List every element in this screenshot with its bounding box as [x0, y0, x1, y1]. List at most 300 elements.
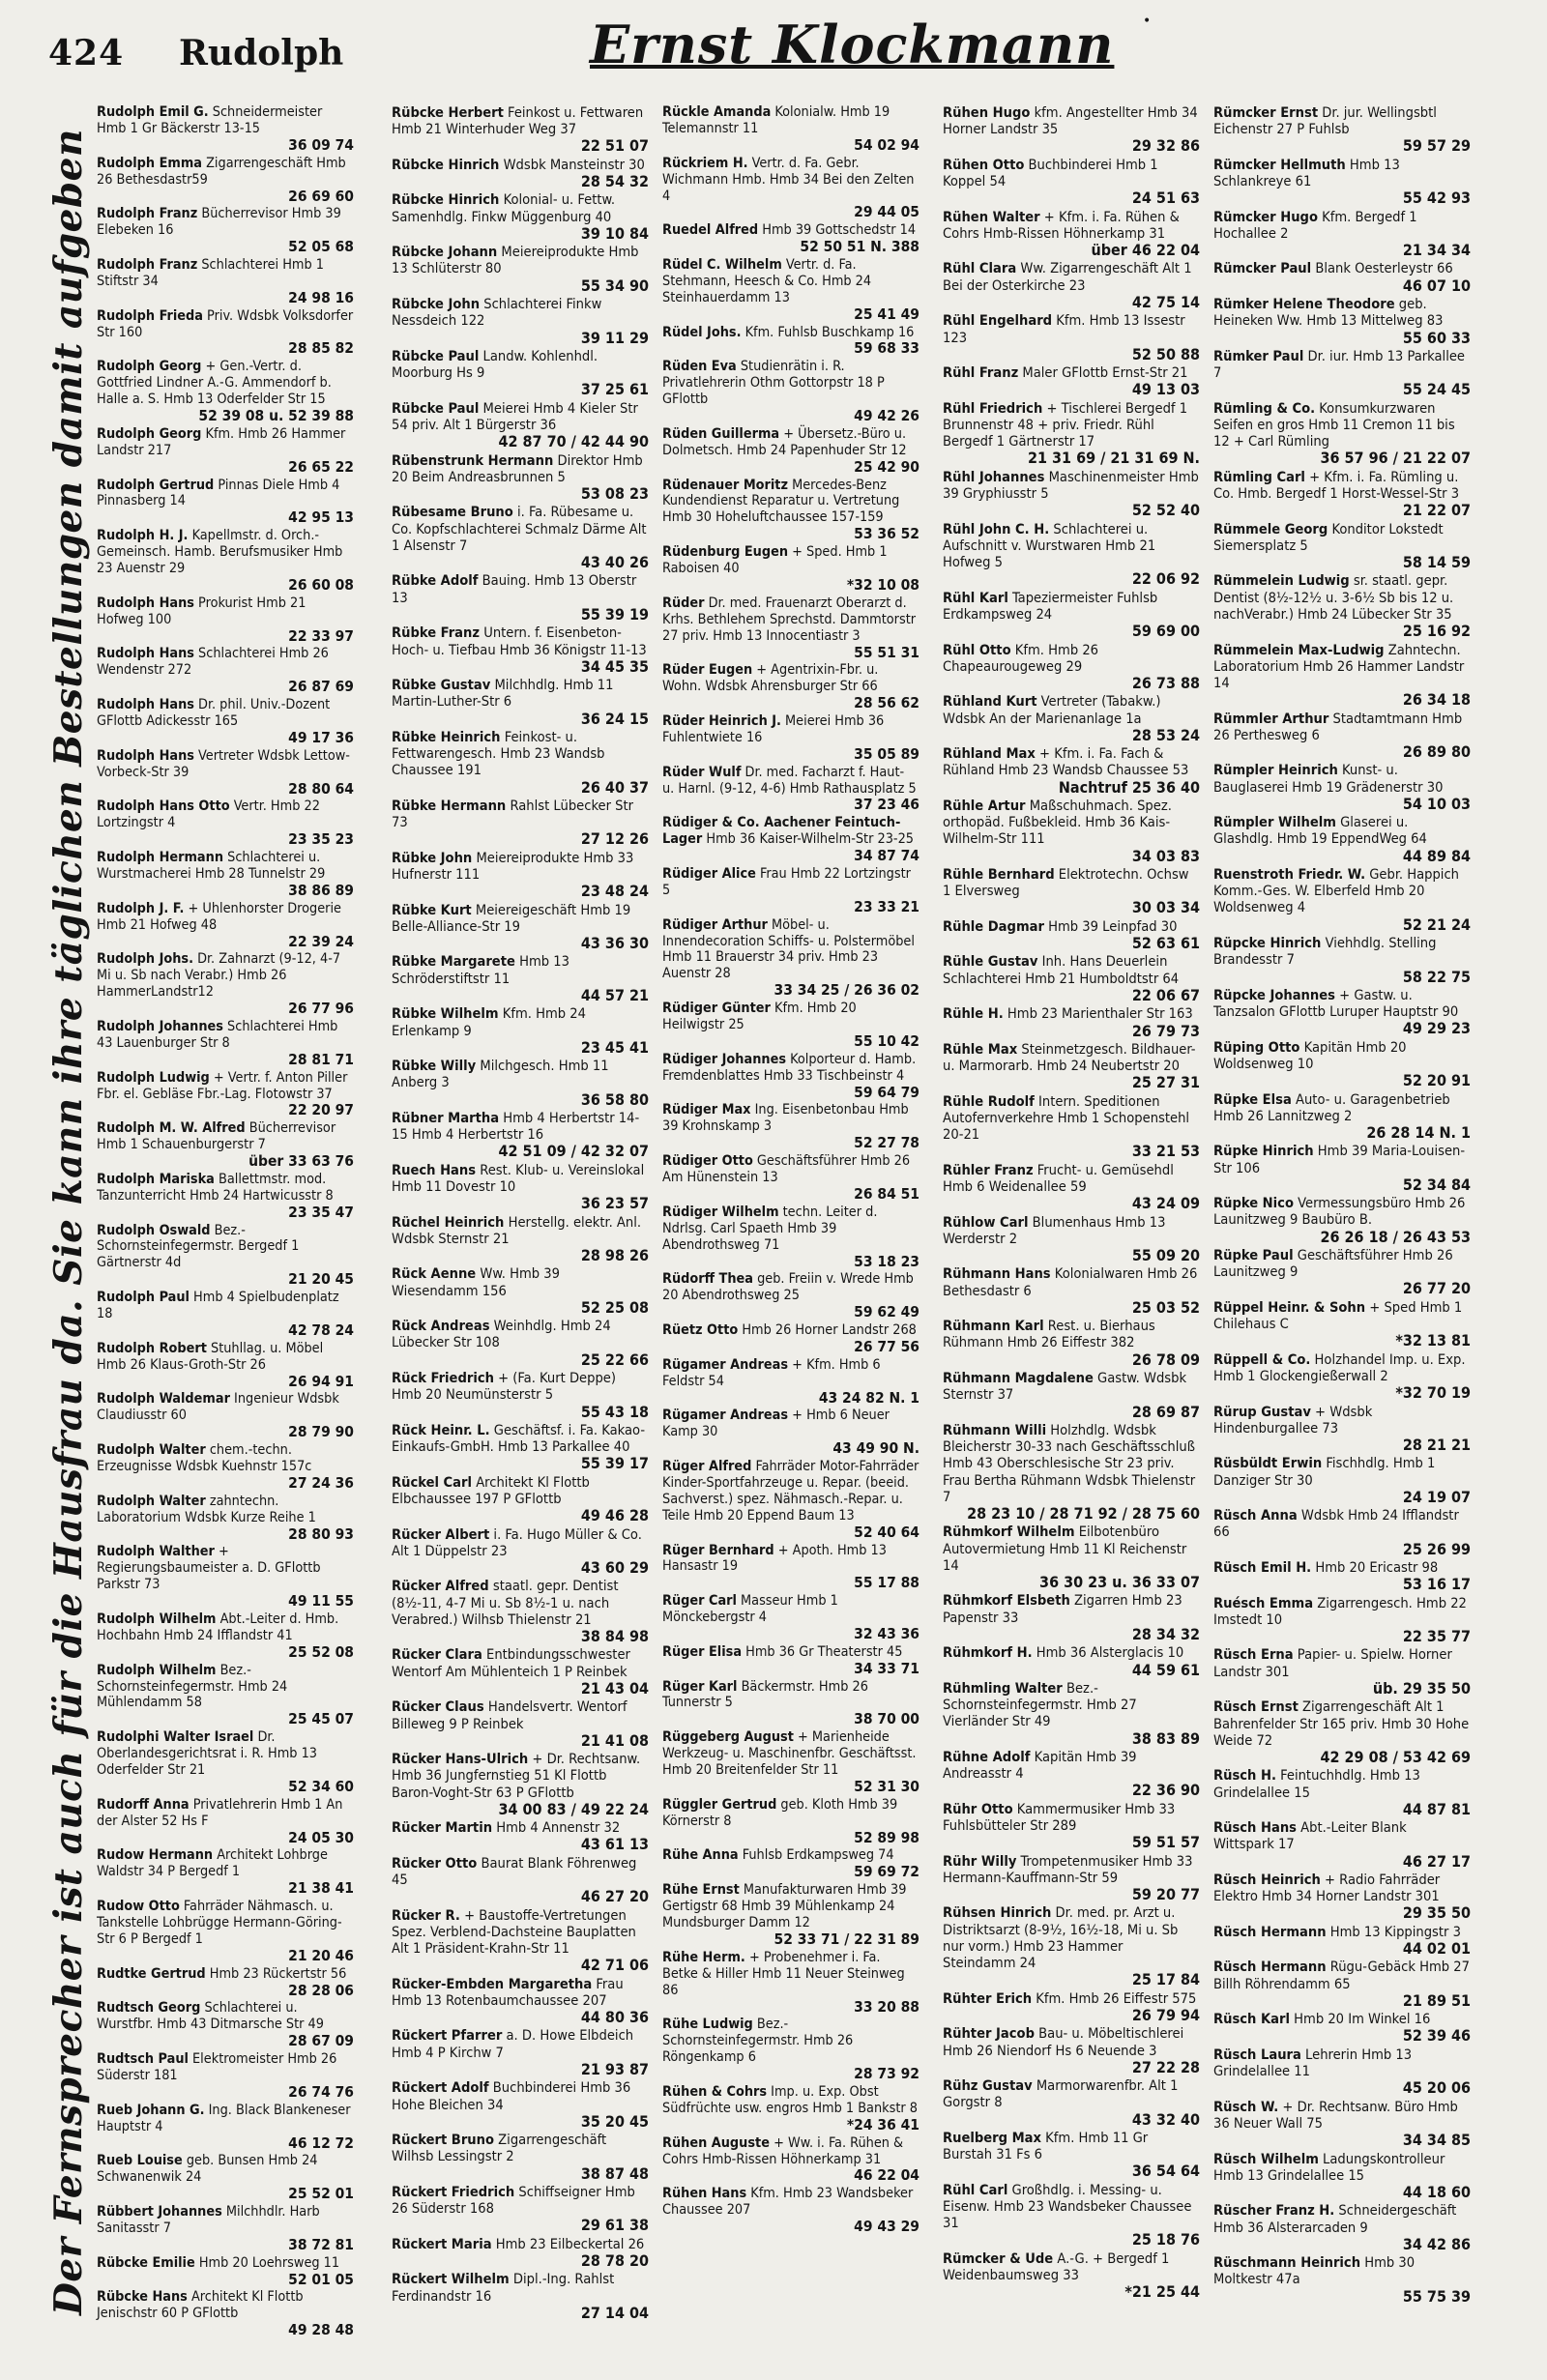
directory-entry: [392, 953, 649, 1004]
directory-entry: [662, 2084, 919, 2134]
directory-entry: [1213, 1351, 1471, 1403]
directory-entry: [662, 1102, 919, 1152]
directory-entry: [392, 2079, 649, 2131]
entry-details: + Agentrixin-Fbr. u. Wohn. Wdsbk Ahrensburger Str 66: [662, 662, 879, 695]
entry-name: Rudolphi Walter Israel: [97, 1729, 254, 1746]
entry-phone-number: 54 02 94: [854, 135, 919, 154]
entry-phone-number: 52 31 30: [854, 1777, 919, 1795]
entry-name: Rudolph Robert: [97, 1340, 207, 1356]
directory-entry: [97, 2103, 354, 2153]
entry-name: Rübcke Johann: [392, 244, 498, 261]
entry-name: Rühl Karl: [943, 589, 1008, 606]
directory-entry: [1213, 2046, 1471, 2098]
entry-phone-number: üb. 29 35 50: [1372, 1678, 1471, 1698]
directory-entry: [662, 1543, 919, 1593]
entry-phone-number: 21 93 87: [580, 2059, 649, 2078]
entry-name: Rüdenburg Eugen: [662, 544, 789, 561]
entry-details: Abt.-Leiter d. Hmb. Hochbahn Hmb 24 Ifflandstr 41: [97, 1611, 339, 1643]
directory-entry: [943, 1749, 1200, 1800]
entry-name: Rudtsch Georg: [97, 2000, 201, 2017]
directory-entry: [1213, 935, 1471, 986]
entry-phone-number: 46 07 10: [1402, 276, 1471, 295]
directory-entry: [1213, 1559, 1471, 1594]
entry-phone-number: 22 39 24: [288, 932, 354, 950]
directory-entry: [97, 2153, 354, 2203]
directory-entry: [662, 1153, 919, 1204]
entry-details: Schlachterei Finkw Nessdeich 122: [392, 296, 602, 330]
entry-name: Rücker Otto: [392, 1854, 478, 1872]
entry-details: Kfm. Hmb 26 Hammer Landstr 217: [97, 425, 346, 458]
entry-name: Rühl Clara: [943, 260, 1017, 277]
entry-details: techn. Leiter d. Ndrlsg. Carl Spaeth Hmb 39 Abendrothsweg 71: [662, 1204, 878, 1253]
directory-entry: [392, 104, 649, 156]
directory-entry: [392, 348, 649, 399]
entry-details: Ww. Zigarrengeschäft Alt 1 Bei der Osterkirche 23: [943, 260, 1192, 294]
directory-entry: [1213, 762, 1471, 813]
directory-entry: [97, 2204, 354, 2254]
directory-entry: [1213, 1195, 1471, 1246]
directory-entry: [943, 1041, 1200, 1092]
entry-name: Rücker-Embden Margaretha: [392, 1975, 593, 1992]
entry-name: Rüchel Heinrich: [392, 1213, 505, 1231]
entry-name: Rühe Ludwig: [662, 2017, 753, 2033]
directory-entry: [392, 850, 649, 901]
entry-name: Rüppell & Co.: [1213, 1350, 1311, 1368]
entry-details: Manufakturwaren Hmb 39 Gertigstr 68 Hmb 39 Mühlenkamp 24 Mundsburger Damm 12: [662, 1882, 907, 1931]
entry-phone-number: 43 24 09: [1131, 1194, 1200, 1213]
entry-name: Rübcke Herbert: [392, 104, 504, 121]
entry-details: Fahrräder Motor-Fahrräder Kinder-Sportfahrzeuge u. Repar. (beeid. Sachverst.) spez. Nähmasch.-Repar. u. Teile Hmb 20 Eppend Baum 13: [662, 1459, 919, 1524]
entry-details: Hmb 13 Kippingstr 3: [1326, 1923, 1461, 1940]
entry-details: Pinnas Diele Hmb 4 Pinnasberg 14: [97, 477, 340, 509]
entry-details: Kfm. Hmb 26 Eiffestr 575: [1032, 1989, 1197, 2007]
entry-phone-number: 25 45 07: [288, 1710, 354, 1728]
entry-phone-number: 44 59 61: [1131, 1660, 1200, 1679]
entry-name: Rümpler Wilhelm: [1213, 814, 1336, 831]
entry-name: Rückle Amanda: [662, 104, 772, 120]
entry-details: a. D. Howe Elbdeich Hmb 4 P Kirchw 7: [392, 2027, 634, 2061]
entry-details: Holzhdlg. Wdsbk Bleicherstr 30-33 nach Geschäftsschluß Hmb 43 Oberschlesische Str 23 priv. Frau Bertha Rühmann Wdsbk Thielenstr 7: [943, 1421, 1196, 1505]
entry-phone-number: 22 33 97: [288, 626, 354, 645]
directory-entry: [392, 677, 649, 728]
entry-details: Weinhdlg. Hmb 24 Lübecker Str 108: [392, 1318, 611, 1351]
entry-name: Rühmkorf Elsbeth: [943, 1592, 1070, 1610]
entry-details: Meierei Hmb 4 Kieler Str 54 priv. Alt 1 Bürgerstr 36: [392, 399, 638, 433]
directory-entry: [97, 426, 354, 477]
entry-name: Rühen Hans: [662, 2186, 747, 2202]
directory-entry: [97, 697, 354, 747]
directory-entry: [97, 850, 354, 900]
entry-name: Rümmele Georg: [1213, 520, 1328, 537]
directory-entry: [392, 2271, 649, 2322]
entry-name: Rückel Carl: [392, 1473, 473, 1491]
entry-phone-number: 26 79 73: [1131, 1021, 1200, 1040]
entry-details: Feintuchhdlg. Hmb 13 Grindelallee 15: [1213, 1767, 1420, 1801]
entry-name: Rühlow Carl: [943, 1213, 1029, 1231]
entry-details: Buchbinderei Hmb 36 Hohe Bleichen 34: [392, 2079, 631, 2113]
entry-name: Rüger Karl: [662, 1678, 738, 1695]
entry-phone-number: 34 00 83 / 49 22 24: [498, 1799, 649, 1818]
directory-entry: [662, 478, 919, 544]
directory-entry: [1213, 642, 1471, 710]
entry-phone-number: 29 35 50: [1402, 1903, 1471, 1923]
directory-entry: [392, 1646, 649, 1698]
entry-details: + Hmb 6 Neuer Kamp 30: [662, 1408, 890, 1440]
entry-phone-number: 26 40 37: [580, 777, 649, 797]
entry-phone-number: 43 61 13: [580, 1835, 649, 1854]
entry-details: Hmb 36 Kaiser-Wilhelm-Str 23-25: [702, 831, 915, 848]
entry-phone-number: 55 51 31: [854, 643, 919, 661]
entry-name: Rühter Erich: [943, 1989, 1033, 2007]
directory-entry: [662, 917, 919, 1001]
entry-phone-number: 22 20 97: [288, 1101, 354, 1119]
entry-name: Rüdiger Wilhelm: [662, 1204, 779, 1220]
entry-phone-number: 52 33 71 / 22 31 89: [774, 1930, 919, 1948]
entry-name: Rüdiger & Co. Aachener Feintuch-Lager: [662, 815, 901, 848]
entry-name: Rüggler Gertrud: [662, 1796, 777, 1813]
vertical-margin-slogan: Der Fernsprecher ist auch für die Hausfrau da. Sie kann ihre täglichen Bestellungen damit aufgeben: [46, 129, 91, 2315]
directory-entry: [943, 2130, 1200, 2181]
entry-phone-number: 25 18 76: [1131, 2230, 1200, 2249]
directory-entry: [97, 528, 354, 595]
entry-phone-number: 27 22 28: [1131, 2057, 1200, 2076]
entry-details: Kunst- u. Bauglaserei Hmb 19 Grädenerstr 30: [1213, 762, 1444, 796]
entry-phone-number: 34 34 85: [1402, 2131, 1471, 2150]
directory-column-3: [662, 104, 919, 2237]
entry-phone-number: 28 80 64: [288, 779, 354, 798]
entry-phone-number: 36 54 64: [1131, 2162, 1200, 2181]
entry-phone-number: 30 03 34: [1131, 898, 1200, 917]
entry-details: Baurat Blank Föhrenweg 45: [392, 1854, 637, 1888]
entry-details: Zahntechn. Laboratorium Hmb 26 Hammer Landstr 14: [1213, 641, 1465, 691]
entry-phone-number: 21 38 41: [288, 1879, 354, 1898]
entry-details: Vertr. d. Fa. Stehmann, Heesch & Co. Hmb 24 Steinhauerdamm 13: [662, 256, 872, 305]
directory-entry: [392, 1162, 649, 1213]
entry-phone-number: 26 89 80: [1402, 741, 1471, 761]
entry-details: Entbindungsschwester Wentorf Am Mühlenteich 1 P Reinbek: [392, 1646, 630, 1680]
entry-phone-number: 59 68 33: [854, 339, 919, 358]
entry-details: Großhdlg. i. Messing- u. Eisenw. Hmb 23 Wandsbeker Chaussee 31: [943, 2181, 1192, 2232]
entry-details: + Kfm. i. Fa. Fach & Rühland Hmb 23 Wandsb Chaussee 53: [943, 745, 1189, 779]
entry-phone-number: 26 78 09: [1131, 1350, 1200, 1369]
directory-entry: [392, 729, 649, 797]
entry-phone-number: 37 25 61: [580, 380, 649, 399]
page-header: [0, 0, 1547, 97]
entry-details: Fuhlsb Erdkampsweg 74: [738, 1847, 894, 1864]
directory-entry: [97, 595, 354, 646]
entry-details: Frau Hmb 13 Rotenbaumchaussee 207: [392, 1975, 624, 2009]
entry-phone-number: 26 74 76: [288, 2082, 354, 2101]
directory-entry: [943, 745, 1200, 797]
directory-entry: [1213, 1091, 1471, 1143]
directory-entry: [392, 2027, 649, 2078]
entry-phone-number: 59 62 49: [854, 1303, 919, 1321]
entry-name: Rüder Heinrich J.: [662, 712, 781, 729]
directory-entry: [392, 504, 649, 571]
entry-name: Rüdiger Otto: [662, 1153, 753, 1170]
entry-name: Rübenstrunk Hermann: [392, 451, 554, 469]
entry-details: Handelsvertr. Wentorf Billeweg 9 P Reinbek: [392, 1698, 628, 1732]
entry-phone-number: 28 23 10 / 28 71 92 / 28 75 60: [967, 1504, 1200, 1524]
entry-details: Hmb 23 Marienthaler Str 163: [1003, 1005, 1193, 1023]
entry-phone-number: 21 41 08: [580, 1730, 649, 1750]
entry-name: Rudolph J. F.: [97, 900, 185, 916]
entry-details: Rügu-Gebäck Hmb 27 Billh Röhrendamm 65: [1213, 1959, 1470, 1992]
directory-entry: [1213, 1299, 1471, 1350]
entry-name: Ruésch Emma: [1213, 1594, 1314, 1611]
entry-details: Dr. jur. Wellingsbtl Eichenstr 27 P Fuhlsb: [1213, 104, 1437, 138]
entry-details: Zigarrengeschäft Hmb 26 Bethesdastr59: [97, 155, 346, 188]
entry-name: Rühland Max: [943, 745, 1036, 763]
directory-entry: [392, 452, 649, 504]
entry-details: + Apoth. Hmb 13 Hansastr 19: [662, 1542, 887, 1575]
directory-entry: [392, 1855, 649, 1906]
entry-name: Rudolph Georg: [97, 425, 202, 442]
directory-entry: [943, 364, 1200, 399]
entry-phone-number: 52 50 88: [1131, 344, 1200, 363]
entry-name: Ruelberg Max: [943, 2129, 1042, 2146]
entry-phone-number: 55 17 88: [854, 1574, 919, 1592]
entry-name: Rudolph Mariska: [97, 1171, 215, 1187]
entry-phone-number: 43 32 40: [1131, 2109, 1200, 2129]
entry-phone-number: 24 98 16: [288, 288, 354, 306]
directory-entry: [662, 1797, 919, 1847]
entry-name: Rübke Margarete: [392, 953, 515, 971]
entry-name: Rudtke Gertrud: [97, 1965, 206, 1982]
entry-details: Ladungskontrolleur Hmb 13 Grindelallee 15: [1213, 2150, 1445, 2184]
entry-name: Rüsch Wilhelm: [1213, 2150, 1319, 2167]
entry-name: Rudolph Walter: [97, 1442, 206, 1459]
entry-name: Ruenstroth Friedr. W.: [1213, 866, 1366, 884]
entry-name: Rühl Johannes: [943, 468, 1045, 485]
entry-details: Rest. u. Bierhaus Rühmann Hmb 26 Eiffestr 382: [943, 1318, 1155, 1351]
entry-details: Hmb 20 Ericastr 98: [1311, 1559, 1439, 1577]
entry-phone-number: 54 10 03: [1402, 794, 1471, 813]
entry-phone-number: 44 18 60: [1402, 2182, 1471, 2201]
entry-details: Kfm. Hmb 13 Issestr 123: [943, 312, 1185, 346]
entry-name: Rühen Hugo: [943, 104, 1031, 121]
directory-entry: [97, 2000, 354, 2050]
entry-details: Meierei Hmb 36 Fuhlentwiete 16: [662, 712, 885, 745]
entry-details: Studienrätin i. R. Privatlehrerin Othm Gottorpstr 18 P GFlottb: [662, 359, 885, 408]
directory-entry: [662, 1679, 919, 1729]
entry-details: Hmb 20 Im Winkel 16: [1289, 2011, 1431, 2028]
directory-entry: [943, 1265, 1200, 1317]
entry-name: Rühr Willy: [943, 1852, 1017, 1870]
entry-phone-number: 36 23 57: [580, 1194, 649, 1213]
directory-entry: [392, 1058, 649, 1109]
entry-phone-number: 59 57 29: [1402, 136, 1471, 156]
entry-details: sr. staatl. gepr. Dentist (8½-12½ u. 3-6½ Sb bis 12 u. nachVerabr.) Hmb 24 Lübecker Str 35: [1213, 572, 1454, 623]
directory-entry: [392, 572, 649, 624]
entry-name: Rühen Auguste: [662, 2134, 770, 2151]
directory-entry: [1213, 1404, 1471, 1455]
entry-name: Rübcke Hinrich: [392, 191, 500, 209]
entry-details: Direktor Hmb 20 Beim Andreasbrunnen 5: [392, 451, 643, 485]
directory-entry: [662, 765, 919, 815]
entry-phone-number: 55 42 93: [1402, 189, 1471, 208]
entry-details: Rest. Klub- u. Vereinslokal Hmb 11 Dovestr 10: [392, 1161, 645, 1195]
directory-entry: [97, 1341, 354, 1391]
directory-entry: [1213, 2202, 1471, 2253]
entry-name: Rüdel Johs.: [662, 324, 742, 340]
entry-phone-number: 28 69 87: [1131, 1402, 1200, 1421]
entry-phone-number: 53 36 52: [854, 525, 919, 543]
entry-name: Rühle Artur: [943, 797, 1026, 814]
directory-entry: [943, 2025, 1200, 2076]
directory-entry: [943, 209, 1200, 260]
entry-name: Rücker Claus: [392, 1698, 484, 1716]
entry-name: Rühler Franz: [943, 1161, 1034, 1178]
entry-details: + Tischlerei Bergedf 1 Brunnenstr 48 + priv. Friedr. Rühl Bergedf 1 Gärtnerstr 17: [943, 399, 1188, 450]
directory-entry: [97, 1611, 354, 1662]
entry-phone-number: über 33 63 76: [248, 1152, 354, 1171]
entry-phone-number: 25 41 49: [854, 305, 919, 323]
entry-phone-number: 23 45 41: [580, 1037, 649, 1057]
directory-entry: [1213, 2151, 1471, 2202]
entry-name: Rümmelein Max-Ludwig: [1213, 641, 1385, 658]
entry-name: Rüsch Hermann: [1213, 1923, 1327, 1940]
entry-phone-number: 26 73 88: [1131, 673, 1200, 692]
entry-name: Rüsch Erna: [1213, 1646, 1294, 1664]
entry-phone-number: 21 20 45: [288, 1270, 354, 1289]
directory-entry: [943, 590, 1200, 641]
entry-phone-number: 26 26 18 / 26 43 53: [1320, 1227, 1471, 1246]
entry-name: Rüpke Hinrich: [1213, 1143, 1314, 1160]
entry-details: Tapeziermeister Fuhlsb Erdkampsweg 24: [943, 589, 1158, 623]
directory-entry: [1213, 866, 1471, 934]
entry-name: Rudow Hermann: [97, 1847, 214, 1864]
entry-details: i. Fa. Hugo Müller & Co. Alt 1 Düppelstr 23: [392, 1525, 642, 1559]
entry-details: Milchhdlr. Harb Sanitasstr 7: [97, 2204, 320, 2236]
entry-phone-number: 29 61 38: [580, 2216, 649, 2235]
entry-name: Rübcke Paul: [392, 347, 480, 364]
entry-details: Fischhdlg. Hmb 1 Danziger Str 30: [1213, 1455, 1436, 1489]
entry-details: Hmb 39 Leinpfad 30: [1043, 917, 1178, 935]
directory-entry: [97, 1172, 354, 1222]
entry-details: Glaserei u. Glashdlg. Hmb 19 EppendWeg 64: [1213, 814, 1427, 848]
entry-phone-number: 52 01 05: [288, 2270, 354, 2288]
entry-phone-number: 55 75 39: [1402, 2286, 1471, 2306]
entry-phone-number: 22 06 67: [1131, 985, 1200, 1004]
entry-phone-number: 21 34 34: [1402, 241, 1471, 260]
directory-entry: [97, 646, 354, 696]
entry-phone-number: 28 85 82: [288, 339, 354, 358]
entry-phone-number: 55 10 42: [854, 1031, 919, 1050]
directory-entry: [97, 1391, 354, 1441]
directory-entry: [662, 2135, 919, 2186]
directory-entry: [1213, 1924, 1471, 1959]
entry-details: Hmb 20 Loehrsweg 11: [194, 2254, 340, 2271]
directory-entry: [1213, 296, 1471, 347]
entry-name: Rümmler Arthur: [1213, 710, 1329, 727]
entry-details: Lehrerin Hmb 13 Grindelallee 11: [1213, 2046, 1413, 2080]
directory-entry: [662, 257, 919, 324]
entry-phone-number: 27 14 04: [580, 2303, 649, 2322]
directory-entry: [943, 157, 1200, 208]
directory-entry: [97, 798, 354, 849]
directory-entry: [662, 325, 919, 359]
entry-details: Schiffseigner Hmb 26 Süderstr 168: [392, 2183, 635, 2218]
entry-name: Rühmann Karl: [943, 1318, 1044, 1335]
entry-details: Bücherrevisor Hmb 1 Schauenburgerstr 7: [97, 1120, 336, 1153]
entry-name: Rückert Maria: [392, 2235, 492, 2252]
entry-details: + Dr. Rechtsanw. Büro Hmb 36 Neuer Wall 75: [1213, 2098, 1458, 2132]
directory-entry: [943, 2250, 1200, 2302]
entry-name: Rudolph Waldemar: [97, 1391, 230, 1408]
entry-phone-number: 42 87 70 / 42 44 90: [498, 432, 649, 451]
entry-name: Rüdiger Johannes: [662, 1051, 787, 1067]
entry-name: Rudolph Wilhelm: [97, 1611, 217, 1627]
directory-entry: [943, 400, 1200, 468]
entry-phone-number: 49 13 03: [1131, 380, 1200, 399]
entry-details: Hmb 23 Rückertstr 56: [205, 1965, 347, 1982]
entry-phone-number: 38 86 89: [288, 881, 354, 899]
entry-phone-number: 22 06 92: [1131, 569, 1200, 589]
entry-phone-number: 39 11 29: [580, 328, 649, 347]
entry-details: + Sped. Hmb 1 Raboisen 40: [662, 544, 888, 577]
entry-name: Rudolph Walther: [97, 1544, 215, 1560]
entry-phone-number: 28 34 32: [1131, 1624, 1200, 1643]
entry-phone-number: 28 81 71: [288, 1050, 354, 1068]
directory-entry: [662, 426, 919, 477]
entry-name: Rückert Wilhelm: [392, 2271, 510, 2288]
entry-details: Dr. Zahnarzt (9-12, 4-7 Mi u. Sb nach Verabr.) Hmb 26 HammerLandstr12: [97, 951, 341, 1001]
entry-details: Meiereiprodukte Hmb 13 Schlüterstr 80: [392, 244, 639, 277]
entry-details: Zigarren Hmb 23 Papenstr 33: [943, 1592, 1182, 1626]
entry-name: Rüger Bernhard: [662, 1542, 774, 1558]
entry-name: Rüsch Emil H.: [1213, 1559, 1312, 1577]
entry-name: Rümling Carl: [1213, 468, 1305, 485]
entry-name: Rümling & Co.: [1213, 399, 1316, 417]
entry-details: Kolonial- u. Fettw. Samenhdlg. Finkw Müggenburg 40: [392, 191, 616, 225]
entry-details: Kfm. Bergedf 1 Hochallee 2: [1213, 208, 1417, 242]
directory-entry: [662, 866, 919, 916]
entry-name: Rudow Otto: [97, 1899, 180, 1915]
entry-details: + Uhlenhorster Drogerie Hmb 21 Hofweg 48: [97, 900, 342, 933]
directory-entry: [662, 1882, 919, 1949]
entry-phone-number: 35 20 45: [580, 2111, 649, 2131]
entry-phone-number: 43 24 82 N. 1: [818, 1388, 919, 1407]
directory-entry: [943, 798, 1200, 865]
directory-entry: [943, 1801, 1200, 1852]
directory-entry: [1213, 1455, 1471, 1506]
directory-entry: [1213, 987, 1471, 1038]
entry-phone-number: 33 20 88: [854, 1997, 919, 2016]
entry-details: Abt.-Leiter Blank Wittspark 17: [1213, 1819, 1407, 1853]
entry-details: geb. Kloth Hmb 39 Körnerstr 8: [662, 1796, 898, 1829]
entry-phone-number: 55 43 18: [580, 1402, 649, 1421]
entry-details: Hmb 36 Gr Theaterstr 45: [742, 1643, 903, 1660]
entry-phone-number: 44 89 84: [1402, 846, 1471, 865]
directory-entry: [1213, 711, 1471, 762]
directory-entry: [97, 359, 354, 425]
entry-details: Kapitän Hmb 39 Andreasstr 4: [943, 1748, 1137, 1783]
entry-details: Schlachterei Hmb 26 Wendenstr 272: [97, 646, 329, 679]
entry-name: Rüsch Hermann: [1213, 1959, 1327, 1976]
entry-phone-number: 59 20 77: [1131, 1885, 1200, 1904]
entry-phone-number: 34 33 71: [854, 1659, 919, 1677]
entry-details: Meiereiprodukte Hmb 33 Hufnerstr 111: [392, 849, 634, 884]
entry-phone-number: 28 67 09: [288, 2032, 354, 2050]
entry-details: Architekt Kl Flottb Elbchaussee 197 P GFlottb: [392, 1473, 590, 1507]
entry-phone-number: 23 33 21: [854, 897, 919, 915]
entry-phone-number: 46 22 04: [854, 2166, 919, 2185]
entry-phone-number: 38 87 48: [580, 2163, 649, 2183]
entry-details: geb. Heineken Ww. Hmb 13 Mittelweg 83: [1213, 296, 1444, 330]
entry-phone-number: 24 51 63: [1131, 189, 1200, 208]
entry-name: Rümpler Heinrich: [1213, 762, 1338, 779]
